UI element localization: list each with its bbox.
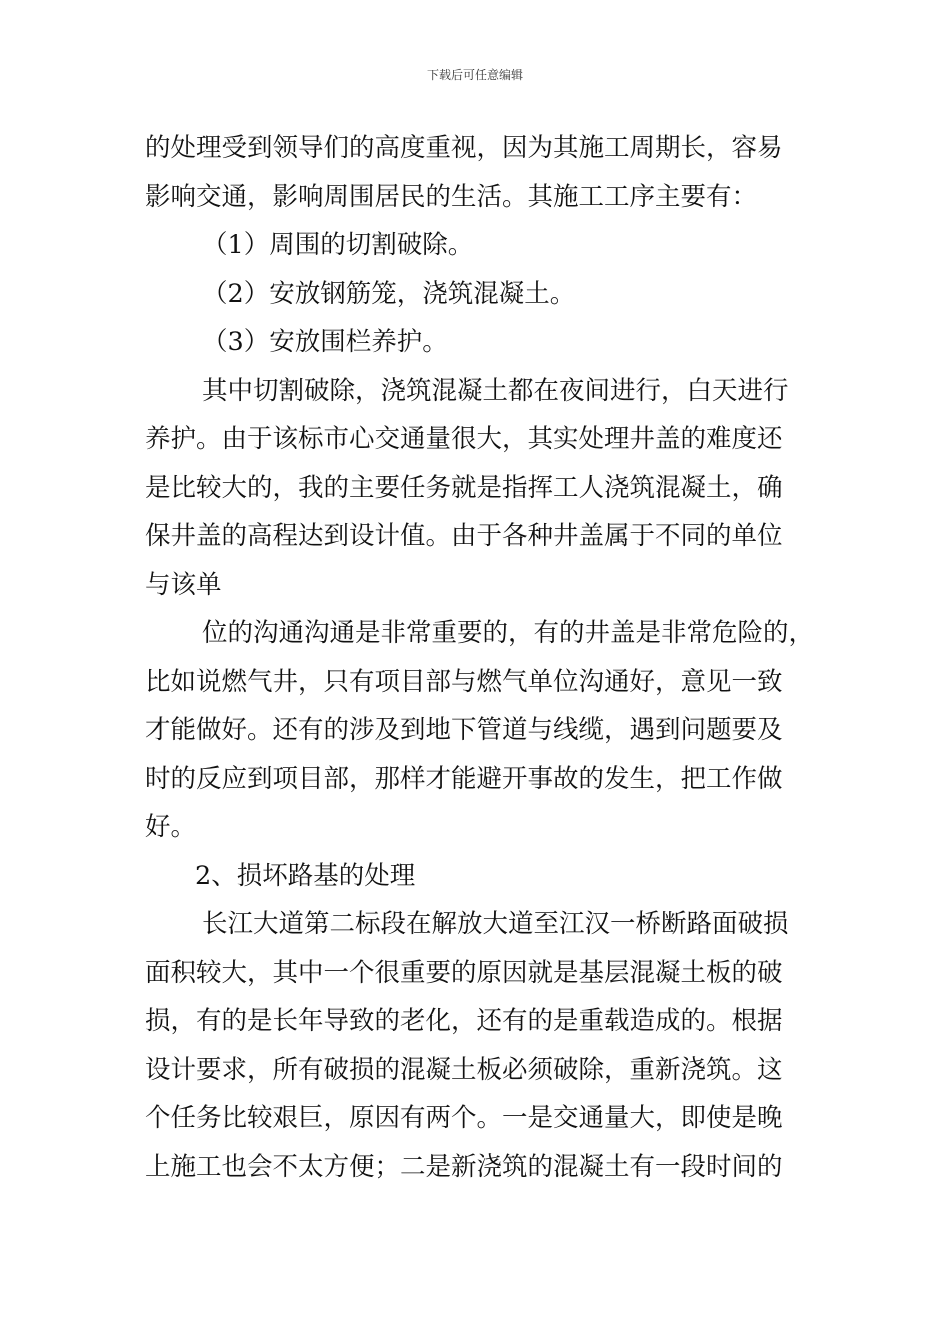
paragraph-line: 与该单 [145, 569, 222, 600]
paragraph-line: 是比较大的，我的主要任务就是指挥工人浇筑混凝土，确 [145, 472, 783, 503]
paragraph-line: 个任务比较艰巨，原因有两个。一是交通量大，即使是晚 [145, 1103, 783, 1133]
section-heading: 2、损坏路基的处理 [195, 860, 416, 891]
list-item: （3）安放围栏养护。 [202, 327, 448, 357]
paragraph-line: 面积较大，其中一个很重要的原因就是基层混凝土板的破 [145, 957, 783, 988]
paragraph-line: 影响交通，影响周围居民的生活。其施工工序主要有： [145, 181, 758, 212]
paragraph-line: 保井盖的高程达到设计值。由于各种井盖属于不同的单位 [145, 521, 783, 551]
paragraph-line: 损，有的是长年导致的老化，还有的是重载造成的。根据 [145, 1006, 783, 1036]
paragraph-line: 比如说燃气井，只有项目部与燃气单位沟通好，意见一致 [145, 666, 783, 697]
list-item: （2）安放钢筋笼，浇筑混凝土。 [202, 278, 576, 309]
paragraph-line: 设计要求，所有破损的混凝土板必须破除，重新浇筑。这 [145, 1054, 783, 1085]
paragraph-line: 其中切割破除，浇筑混凝土都在夜间进行，白天进行 [202, 375, 789, 406]
paragraph-line: 长江大道第二标段在解放大道至江汉一桥断路面破损 [202, 909, 789, 939]
paragraph-line: 好。 [145, 812, 197, 842]
paragraph-line: 才能做好。还有的涉及到地下管道与线缆，遇到问题要及 [145, 715, 783, 745]
document-body [145, 124, 815, 1191]
paragraph-line: 养护。由于该标市心交通量很大，其实处理井盖的难度还 [145, 424, 783, 454]
page-header: 下载后可任意编辑 [426, 68, 523, 82]
list-item: （1）周围的切割破除。 [202, 230, 474, 260]
paragraph-line: 上施工也会不太方便；二是新浇筑的混凝土有一段时间的 [145, 1151, 783, 1182]
paragraph-line: 时的反应到项目部，那样才能避开事故的发生，把工作做 [145, 763, 783, 794]
paragraph-line: 的处理受到领导们的高度重视，因为其施工周期长，容易 [145, 133, 783, 163]
paragraph-line: 位的沟通沟通是非常重要的，有的井盖是非常危险的， [202, 618, 815, 648]
